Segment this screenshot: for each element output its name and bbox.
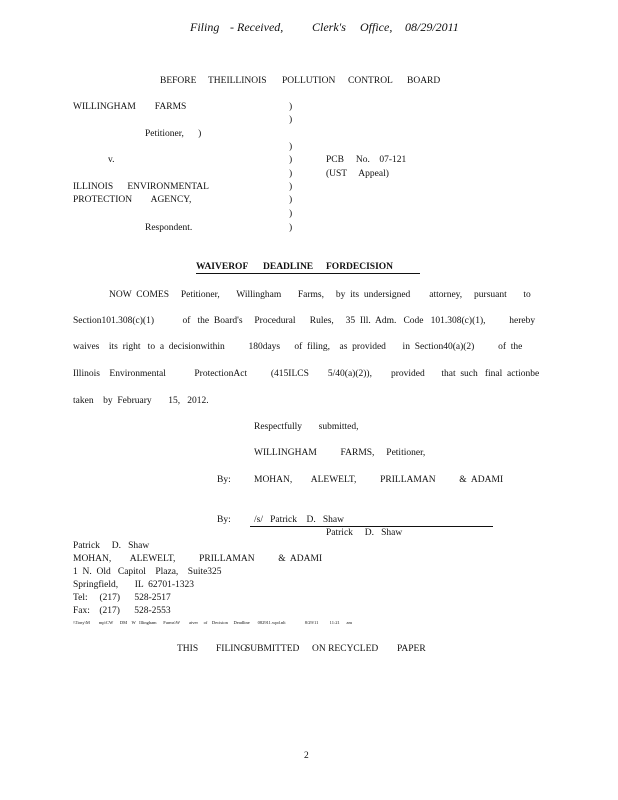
- doc-title-word: DEADLINE: [263, 262, 314, 272]
- body-line: Illinois Environmental ProtectionAct (415ILCS 5/40(a)(2)), provided that such final actionbe: [73, 369, 540, 379]
- typed-name: Patrick D. Shaw: [326, 528, 403, 538]
- board-title-word: BEFORE: [160, 76, 197, 86]
- contact-line: Tel: (217) 528-2517: [73, 593, 171, 603]
- petitioner-label: Petitioner, ): [145, 129, 202, 139]
- header-filing: Filing: [190, 20, 220, 34]
- doc-title-word: WAIVEROF: [196, 262, 249, 272]
- header-date: 08/29/2011: [405, 20, 459, 34]
- contact-line: Patrick D. Shaw: [73, 541, 150, 551]
- file-path-footer: \\Tony\M mp\CW DM W Illingham Farms\W aiver of Decision Deadline 082911.wpd.nlt 8/29/11 11:21 am: [73, 620, 352, 625]
- board-title-word: THEILLINOIS: [208, 76, 267, 86]
- title-underline: [196, 273, 420, 274]
- header-office: Office,: [360, 20, 393, 34]
- body-line: NOW COMES Petitioner, Willingham Farms, by its undersigned attorney, pursuant to: [109, 290, 531, 300]
- caption-paren: ): [289, 155, 293, 165]
- recycled-word: PAPER: [397, 644, 426, 654]
- board-title-word: BOARD: [407, 76, 441, 86]
- contact-line: 1 N. Old Capitol Plaza, Suite325: [73, 567, 222, 577]
- versus: v.: [108, 155, 115, 165]
- caption-paren: ): [289, 209, 293, 219]
- case-type: (UST Appeal): [326, 169, 389, 179]
- body-line: Section101.308(c)(1) of the Board's Procedural Rules, 35 Ill. Adm. Code 101.308(c)(1), hereby: [73, 316, 536, 326]
- respectfully-submitted: Respectfully submitted,: [254, 422, 359, 432]
- header-clerks: Clerk's: [312, 20, 346, 34]
- recycled-word: THIS: [177, 644, 199, 654]
- body-line: taken by February 15, 2012.: [73, 396, 209, 406]
- board-title-word: CONTROL: [348, 76, 393, 86]
- party-line: WILLINGHAM FARMS, Petitioner,: [254, 448, 426, 458]
- by-label: By:: [217, 515, 231, 525]
- caption-paren: ): [289, 195, 293, 205]
- contact-line: MOHAN, ALEWELT, PRILLAMAN & ADAMI: [73, 554, 323, 564]
- by-label: By:: [217, 475, 231, 485]
- recycled-word: ON RECYCLED: [312, 644, 379, 654]
- case-number: PCB No. 07-121: [326, 155, 407, 165]
- recycled-word: SUBMITTED: [245, 644, 300, 654]
- doc-title-word: FORDECISION: [326, 262, 394, 272]
- petitioner-name: WILLINGHAM FARMS: [73, 102, 187, 112]
- header-received: - Received,: [230, 20, 284, 34]
- respondent-line2: PROTECTION AGENCY,: [73, 195, 192, 205]
- caption-paren: ): [289, 115, 293, 125]
- body-line: waives its right to a decisionwithin 180days of filing, as provided in Section40(a)(2) of the: [73, 342, 523, 352]
- firm-name: MOHAN, ALEWELT, PRILLAMAN & ADAMI: [254, 475, 504, 485]
- caption-paren: ): [289, 182, 293, 192]
- recycled-word: FILING: [216, 644, 248, 654]
- contact-line: Springfield, IL 62701-1323: [73, 580, 195, 590]
- board-title-word: POLLUTION: [282, 76, 336, 86]
- contact-line: Fax: (217) 528-2553: [73, 606, 171, 616]
- caption-paren: ): [289, 142, 293, 152]
- caption-paren: ): [289, 102, 293, 112]
- electronic-signature: /s/ Patrick D. Shaw: [254, 515, 344, 525]
- page-number: 2: [304, 751, 309, 761]
- respondent-line1: ILLINOIS ENVIRONMENTAL: [73, 182, 209, 192]
- respondent-label: Respondent.: [145, 223, 193, 233]
- caption-paren: ): [289, 169, 293, 179]
- caption-paren: ): [289, 223, 293, 233]
